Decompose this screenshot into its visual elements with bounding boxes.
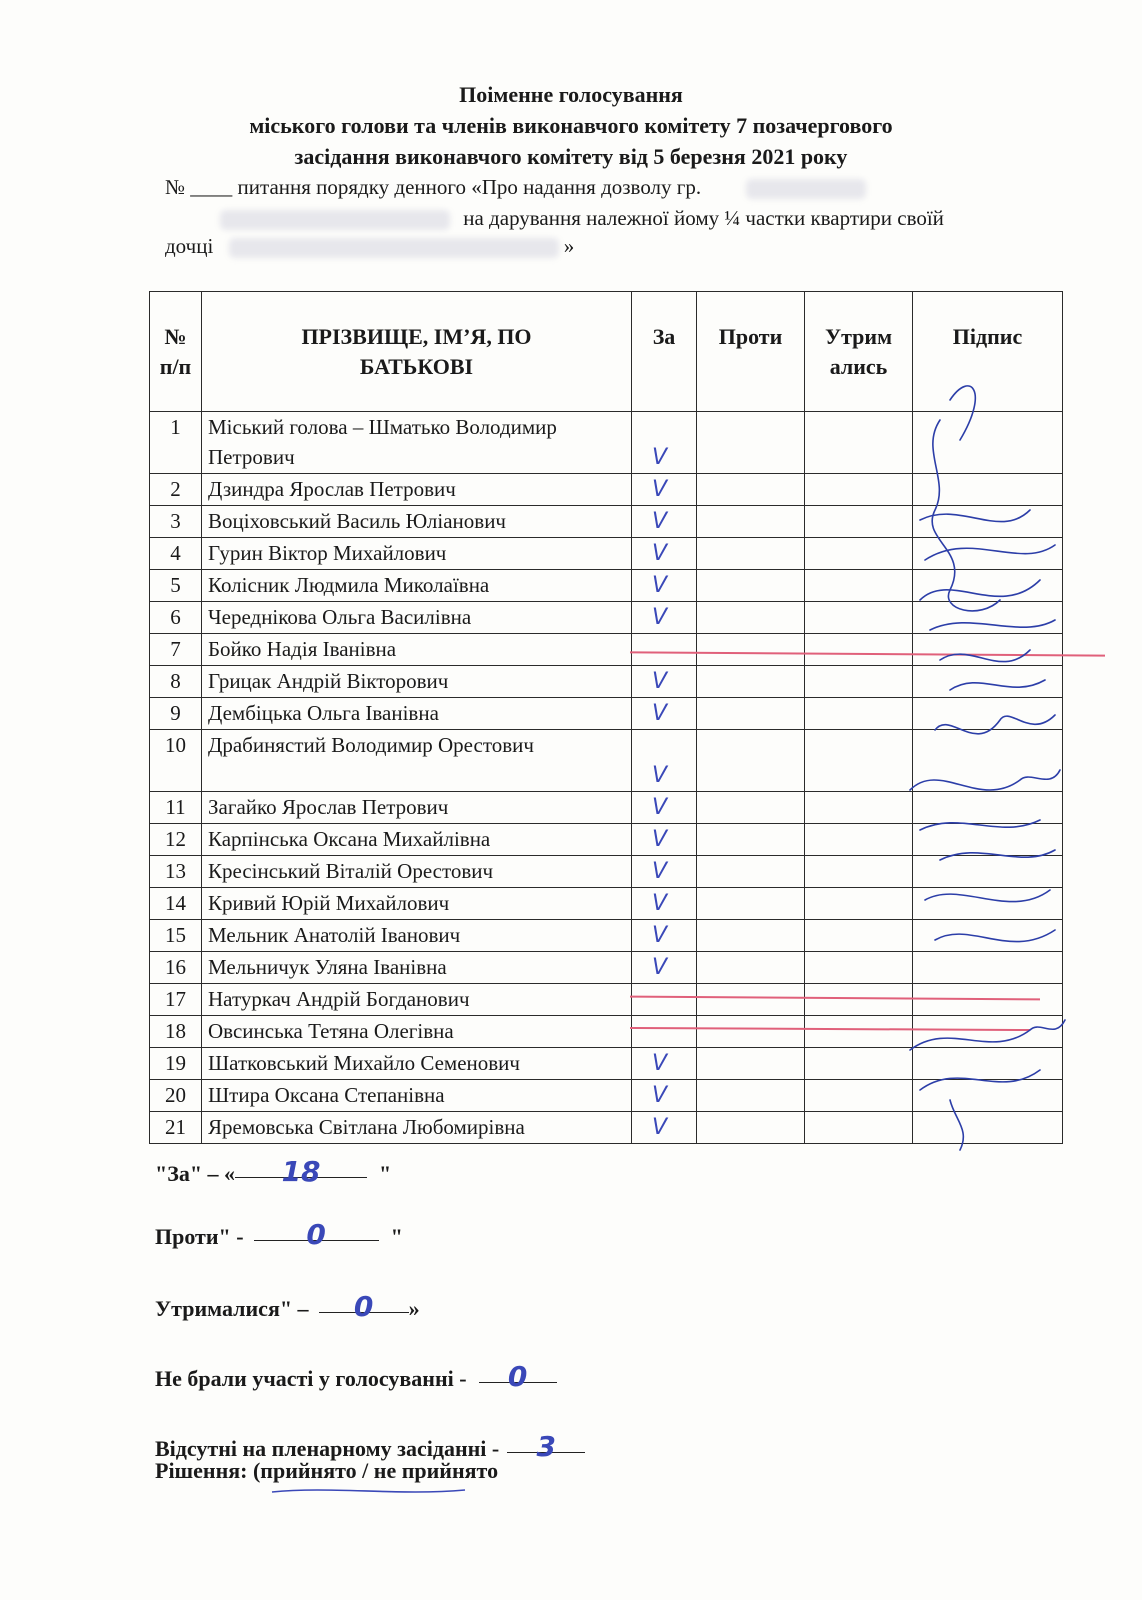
row-num: 19 [150,1048,202,1080]
vote-check-mark: V [652,891,668,916]
title-line-2: міського голови та членів виконавчого комітету 7 позачергового [249,113,893,138]
row-vote-for [632,474,697,506]
row-num: 11 [150,792,202,824]
row-num: 18 [150,1016,202,1048]
result-abstained-end: » [408,1296,420,1321]
agenda-line-3-end: » [563,234,575,258]
vote-check-mark: V [652,1051,668,1076]
vote-check-mark: V [652,859,668,884]
row-name: Череднікова Ольга Василівна [202,602,632,634]
row-name: Мельничук Уляна Іванівна [202,952,632,984]
header-abstained: Утрим ались [805,292,913,412]
row-vote-against [697,792,805,824]
vote-check-mark: V [652,955,668,980]
row-num: 13 [150,856,202,888]
row-num: 2 [150,474,202,506]
row-name: Карпінська Оксана Михайлівна [202,824,632,856]
row-num: 15 [150,920,202,952]
vote-check-mark: V [652,1115,668,1140]
row-name: Загайко Ярослав Петрович [202,792,632,824]
result-not-voted-label: Не брали участі у голосуванні - [155,1366,467,1391]
vote-check-mark: V [652,445,668,470]
row-vote-for [632,506,697,538]
agenda-line-3 [165,234,574,259]
result-abstained-label: Утрималися" – [155,1296,309,1321]
row-name: Кривий Юрій Михайлович [202,888,632,920]
row-num: 8 [150,666,202,698]
vote-check-mark: V [652,1083,668,1108]
row-name: Драбинястий Володимир Орестович [202,730,632,792]
title-line-1: Поіменне голосування [459,82,683,107]
row-vote-for [632,570,697,602]
row-vote-for [632,920,697,952]
row-vote-against [697,506,805,538]
row-vote-against [697,730,805,792]
redacted-name-3 [229,238,559,258]
agenda-line-3-text: дочці [165,234,214,258]
row-vote-against [697,602,805,634]
row-name: Дзиндра Ярослав Петрович [202,474,632,506]
header-for: За [632,292,697,412]
row-name: Грицак Андрій Вікторович [202,666,632,698]
row-vote-for [632,538,697,570]
row-name: Шатковський Михайло Семенович [202,1048,632,1080]
header-signature: Підпис [913,292,1063,412]
result-absent-value: 3 [536,1430,556,1463]
row-name: Гурин Віктор Михайлович [202,538,632,570]
result-abstained-value: 0 [353,1290,374,1323]
row-num: 1 [150,412,202,474]
vote-check-mark: V [652,509,668,534]
row-num: 12 [150,824,202,856]
vote-check-mark: V [652,763,668,788]
row-vote-against [697,1016,805,1048]
row-vote-for [632,888,697,920]
vote-check-mark: V [652,795,668,820]
vote-check-mark: V [652,477,668,502]
row-name: Колісник Людмила Миколаївна [202,570,632,602]
agenda-line-1-text: № ____ питання порядку денного «Про надання дозволу гр. [165,175,702,199]
header-num: № п/п [150,292,202,412]
result-absent-label: Відсутні на пленарному засіданні - [155,1436,500,1461]
row-vote-for [632,698,697,730]
row-name: Штира Оксана Степанівна [202,1080,632,1112]
row-num: 16 [150,952,202,984]
row-vote-against [697,920,805,952]
row-name: Воціховський Василь Юліанович [202,506,632,538]
decision-line: Рішення: (прийнято / не прийнято [155,1458,499,1483]
row-vote-for [632,666,697,698]
row-vote-for [632,1048,697,1080]
result-for-label: "За" – « [155,1161,236,1186]
row-vote-for [632,634,697,666]
row-name: Овсинська Тетяна Олегівна [202,1016,632,1048]
result-abstained [155,1290,420,1322]
row-name: Міський голова – Шматько Володимир Петрович [202,412,632,474]
result-for-end: " [379,1161,392,1186]
redacted-name-2 [220,210,450,230]
row-vote-against [697,698,805,730]
row-num: 20 [150,1080,202,1112]
row-vote-for [632,984,697,1016]
row-num: 21 [150,1112,202,1144]
handwritten-signatures [880,360,1080,1160]
row-name: Яремовська Світлана Любомирівна [202,1112,632,1144]
result-against-value: 0 [306,1218,326,1251]
vote-check-mark: V [652,605,668,630]
row-vote-against [697,666,805,698]
row-vote-against [697,634,805,666]
row-vote-against [697,412,805,474]
vote-check-mark [632,1019,652,1044]
row-num: 17 [150,984,202,1016]
result-against-label: Проти" - [155,1224,244,1249]
row-vote-against [697,474,805,506]
row-vote-for [632,824,697,856]
vote-check-mark [632,637,652,662]
result-for-value: 18 [281,1155,321,1188]
result-against-end: " [390,1224,403,1249]
row-vote-for [632,1016,697,1048]
result-not-voted [155,1360,557,1392]
vote-check-mark: V [652,827,668,852]
row-vote-for [632,792,697,824]
vote-check-mark: V [652,669,668,694]
result-against [155,1218,403,1250]
row-vote-against [697,1112,805,1144]
row-vote-against [697,984,805,1016]
vote-check-mark: V [652,923,668,948]
row-vote-for [632,952,697,984]
row-num: 6 [150,602,202,634]
header-against: Проти [697,292,805,412]
agenda-line-2 [165,206,944,231]
row-num: 7 [150,634,202,666]
row-num: 10 [150,730,202,792]
header-name: ПРІЗВИЩЕ, ІМ’Я, ПО БАТЬКОВІ [202,292,632,412]
row-vote-against [697,1080,805,1112]
row-vote-for [632,412,697,474]
row-num: 4 [150,538,202,570]
row-vote-against [697,538,805,570]
row-name: Кресінський Віталій Орестович [202,856,632,888]
result-for [155,1155,391,1187]
vote-check-mark: V [652,541,668,566]
row-num: 3 [150,506,202,538]
row-vote-against [697,856,805,888]
result-not-voted-value: 0 [507,1360,528,1393]
row-vote-against [697,888,805,920]
row-vote-against [697,824,805,856]
row-num: 9 [150,698,202,730]
row-vote-against [697,1048,805,1080]
row-name: Мельник Анатолій Іванович [202,920,632,952]
vote-check-mark: V [652,701,668,726]
row-vote-for [632,602,697,634]
decision-underline [270,1482,470,1500]
agenda-line-2-text: на дарування належної йому ¼ частки квартири своїй [463,206,944,230]
row-vote-for [632,730,697,792]
vote-check-mark [632,987,652,1012]
agenda-line-1 [165,175,866,200]
row-num: 14 [150,888,202,920]
title-line-3: засідання виконавчого комітету від 5 березня 2021 року [294,144,848,169]
row-name: Дембіцька Ольга Іванівна [202,698,632,730]
row-vote-against [697,570,805,602]
redacted-name-1 [746,179,866,199]
row-vote-against [697,952,805,984]
row-name: Бойко Надія Іванівна [202,634,632,666]
row-vote-for [632,856,697,888]
row-name: Натуркач Андрій Богданович [202,984,632,1016]
vote-check-mark: V [652,573,668,598]
row-vote-for [632,1112,697,1144]
row-num: 5 [150,570,202,602]
row-vote-for [632,1080,697,1112]
